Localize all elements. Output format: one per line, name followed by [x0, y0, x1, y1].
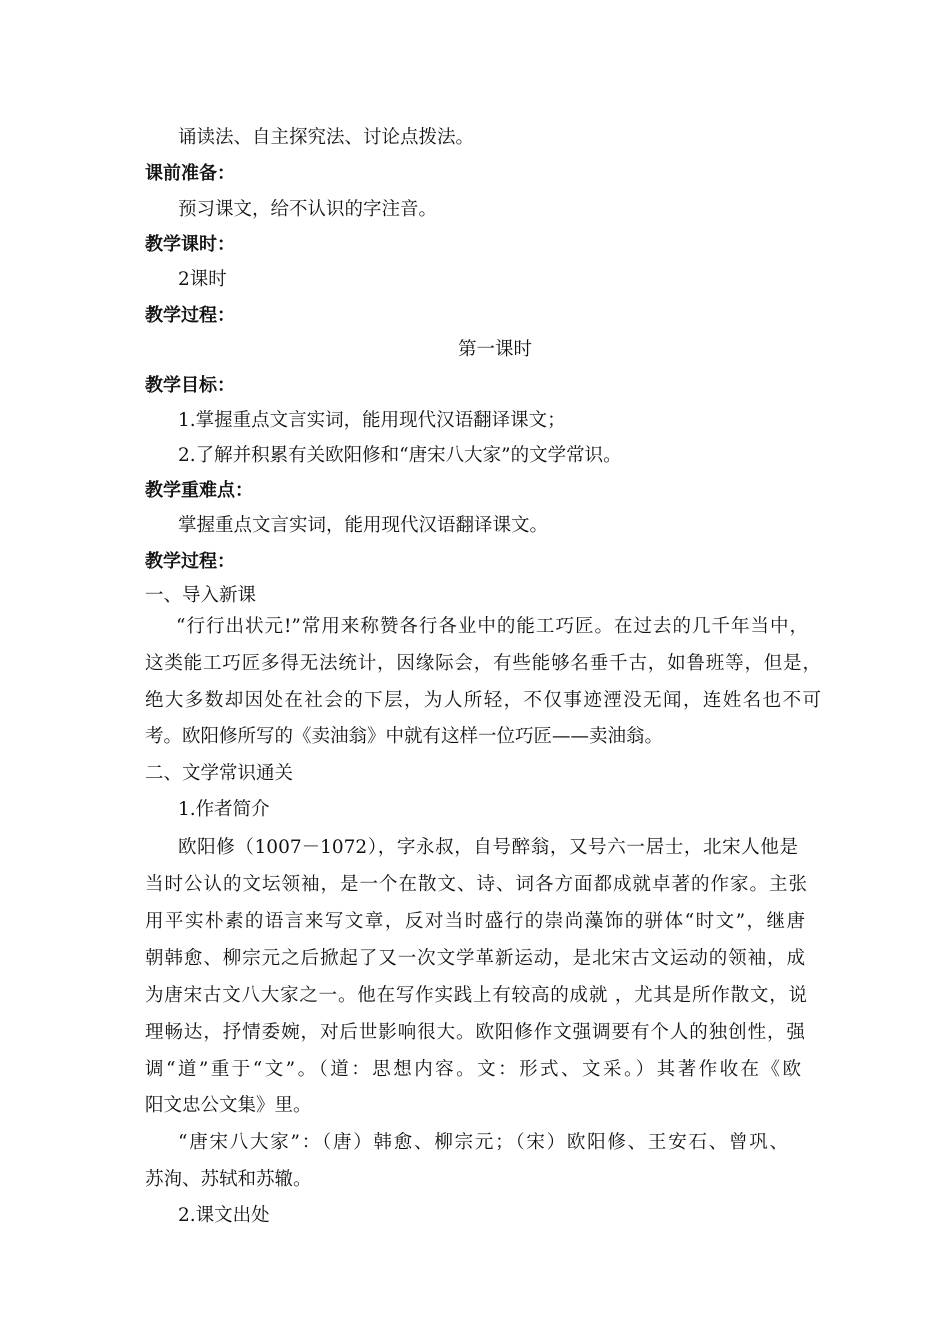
goals-heading: 教学目标：: [145, 375, 235, 396]
author-bio-line: 当时公认的文坛领袖，是一个在散文、诗、词各方面都成就卓著的作家。主张: [145, 874, 807, 895]
intro-paragraph-line: 考。欧阳修所写的《卖油翁》中就有这样一位巧匠——卖油翁。: [145, 726, 664, 747]
key-text: 掌握重点文言实词，能用现代汉语翻译课文。: [178, 515, 549, 536]
author-bio-line: 阳文忠公文集》里。: [145, 1095, 312, 1116]
section-2-title: 二、文学常识通关: [145, 763, 294, 784]
eight-masters-line: 苏洵、苏轼和苏辙。: [145, 1169, 312, 1190]
lesson-title: 第一课时: [458, 339, 533, 360]
prep-text: 预习课文，给不认识的字注音。: [178, 199, 438, 220]
methods-text: 诵读法、自主探究法、讨论点拨法。: [178, 127, 475, 148]
author-bio-line: 为唐宋古文八大家之一。他在写作实践上有较高的成就 ，尤其是所作散文，说: [145, 985, 807, 1006]
hours-heading: 教学课时：: [145, 234, 235, 255]
subsection-2-title: 2.课文出处: [178, 1205, 270, 1226]
prep-heading: 课前准备：: [145, 163, 235, 184]
author-bio-line: 用平实朴素的语言来写文章，反对当时盛行的崇尚藻饰的骈体“时文”，继唐: [145, 911, 805, 932]
section-1-title: 一、导入新课: [145, 585, 257, 606]
subsection-1-title: 1.作者简介: [178, 799, 270, 820]
goal-item: 1.掌握重点文言实词，能用现代汉语翻译课文；: [178, 410, 566, 431]
hours-text: 2课时: [178, 269, 227, 290]
key-heading: 教学重难点：: [145, 480, 253, 501]
author-bio-line: 调“道”重于“文”。（道：思想内容。文：形式、文采。）其著作收在《欧: [145, 1059, 801, 1080]
process-heading-2: 教学过程：: [145, 551, 235, 572]
author-bio-line: 朝韩愈、柳宗元之后掀起了又一次文学革新运动，是北宋古文运动的领袖，成: [145, 948, 805, 969]
goal-item: 2.了解并积累有关欧阳修和“唐宋八大家”的文学常识。: [178, 445, 622, 466]
author-bio-line: 理畅达，抒情委婉，对后世影响很大。欧阳修作文强调要有个人的独创性，强: [145, 1022, 805, 1043]
process-heading: 教学过程：: [145, 305, 235, 326]
intro-paragraph-line: 绝大多数却因处在社会的下层，为人所轻，不仅事迹湮没无闻，连姓名也不可: [145, 690, 821, 711]
intro-paragraph-line: 这类能工巧匠多得无法统计，因缘际会，有些能够名垂千古，如鲁班等，但是，: [145, 653, 821, 674]
author-bio-line: 欧阳修（1007－1072），字永叔，自号醉翁，又号六一居士，北宋人他是: [178, 837, 798, 858]
eight-masters-line: “唐宋八大家”：（唐）韩愈、柳宗元；（宋）欧阳修、王安石、曾巩、: [178, 1132, 788, 1153]
intro-paragraph-line: “行行出状元!”常用来称赞各行各业中的能工巧匠。在过去的几千年当中，: [176, 616, 808, 637]
